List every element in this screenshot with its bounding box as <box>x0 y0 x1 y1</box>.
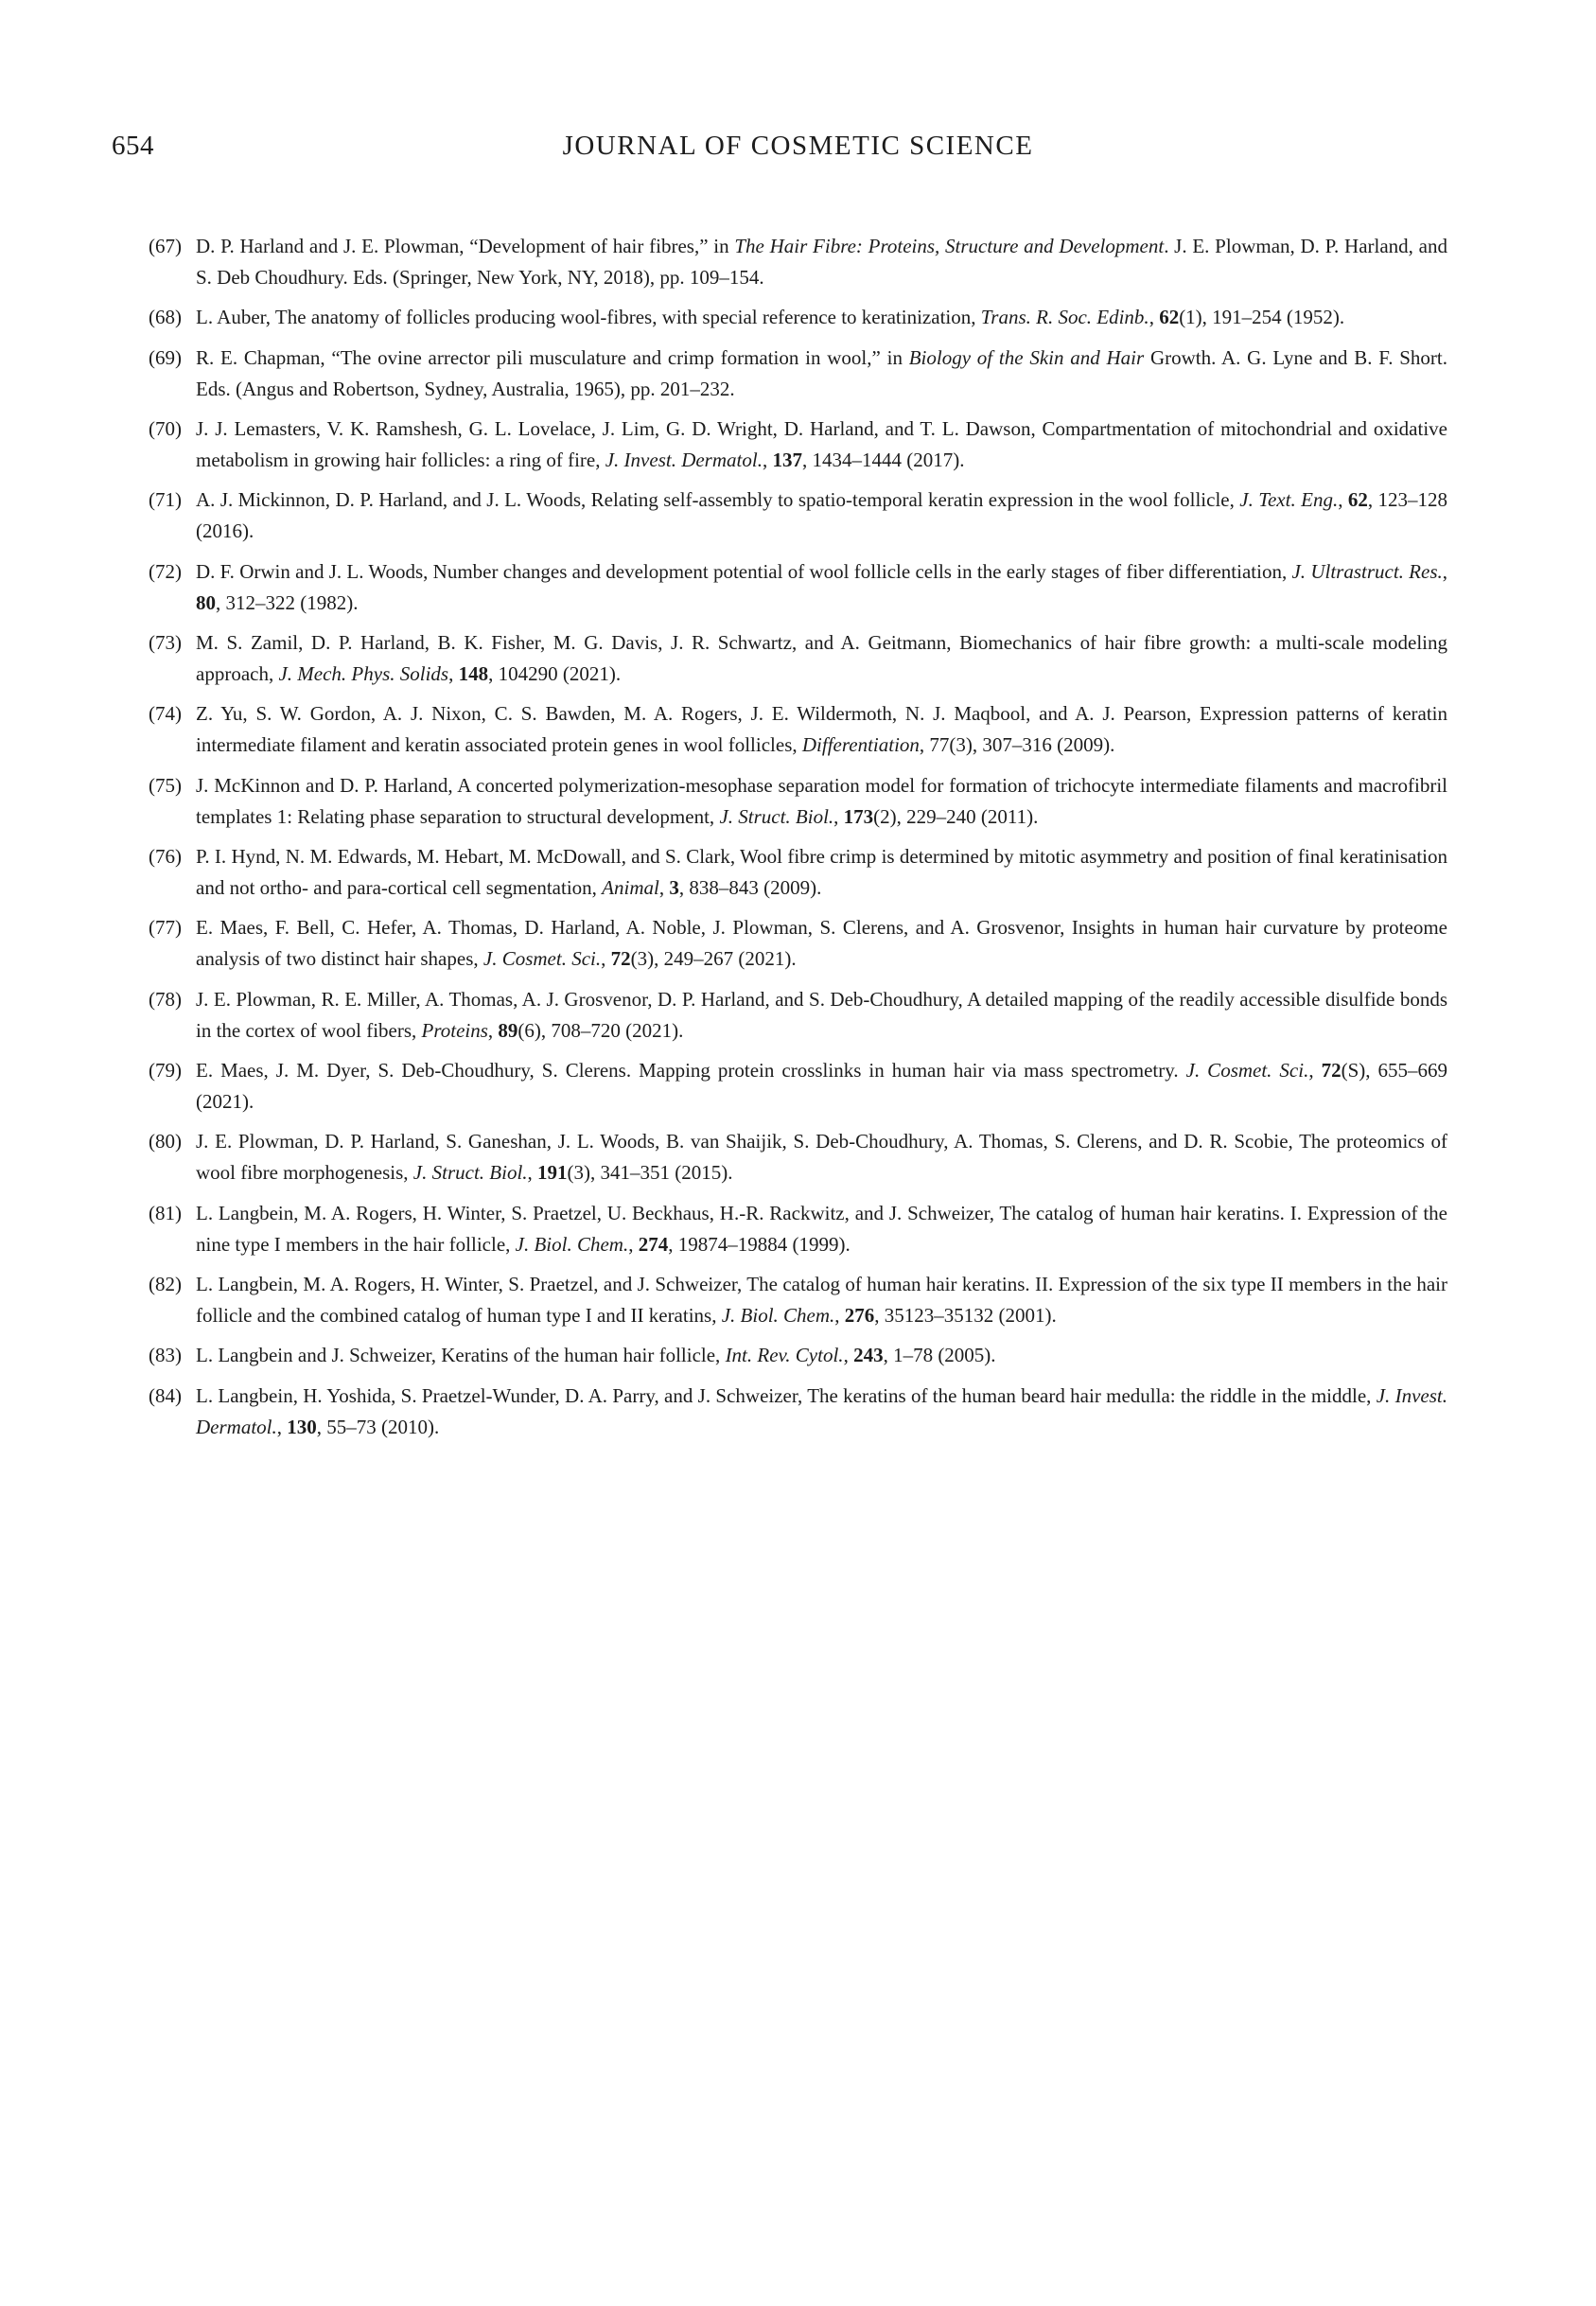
reference-number: (68) <box>149 306 182 329</box>
reference-number: (67) <box>149 235 182 257</box>
reference-text: R. E. Chapman, “The ovine arrector pili musculature and crimp formation in wool,” in Biology of the Skin and Hair Growth. A. G. Lyne and B. F. Short. Eds. (Angus and Robertson, Sydney, Australia, 1965), pp. 201–232. <box>196 345 1447 400</box>
reference-item <box>149 414 1447 476</box>
reference-number: (75) <box>149 773 182 797</box>
reference-number: (73) <box>149 630 182 654</box>
reference-item <box>149 484 1447 547</box>
reference-number: (83) <box>149 1344 182 1367</box>
reference-text: Z. Yu, S. W. Gordon, A. J. Nixon, C. S. Bawden, M. A. Rogers, J. E. Wildermoth, N. J. Maqbool, and A. J. Pearson, Expression patterns of keratin intermediate filament and keratin associated protein genes in wool follicles, Differentiation, 77(3), 307–316 (2009). <box>196 702 1447 757</box>
reference-number: (79) <box>149 1058 182 1082</box>
reference-number: (82) <box>149 1272 182 1295</box>
reference-text: J. E. Plowman, D. P. Harland, S. Ganeshan, J. L. Woods, B. van Shaijik, S. Deb-Choudhury, A. Thomas, S. Clerens, and D. R. Scobie, The proteomics of wool fibre morphogenesis, J. Struct. Biol., 191(3), 341–351 (2015). <box>196 1130 1447 1185</box>
reference-text: L. Auber, The anatomy of follicles producing wool-fibres, with special reference to keratinization, Trans. R. Soc. Edinb., 62(1), 191–254 (1952). <box>196 306 1345 329</box>
reference-text: A. J. Mickinnon, D. P. Harland, and J. L. Woods, Relating self-assembly to spatio-temporal keratin expression in the wool follicle, J. Text. Eng., 62, 123–128 (2016). <box>196 488 1448 543</box>
reference-text: L. Langbein, M. A. Rogers, H. Winter, S. Praetzel, U. Beckhaus, H.-R. Rackwitz, and J. Schweizer, The catalog of human hair keratins. I. Expression of the nine type I members in the hair follicle, J. Biol. Chem., 274, 19874–19884 (1999). <box>196 1201 1447 1256</box>
reference-item <box>149 1126 1447 1188</box>
reference-item <box>149 984 1447 1047</box>
reference-text: L. Langbein, M. A. Rogers, H. Winter, S. Praetzel, and J. Schweizer, The catalog of human hair keratins. II. Expression of the six type II members in the hair follicle and the combined catalog of human type I and II keratins, J. Biol. Chem., 276, 35123–35132 (2001). <box>196 1272 1447 1328</box>
reference-number: (77) <box>149 916 182 940</box>
reference-item <box>149 912 1447 975</box>
reference-text: D. F. Orwin and J. L. Woods, Number changes and development potential of wool follicle cells in the early stages of fiber differentiation, J. Ultrastruct. Res., 80, 312–322 (1982). <box>196 559 1447 614</box>
reference-number: (70) <box>149 416 182 440</box>
reference-item <box>149 841 1447 904</box>
page-number: 654 <box>112 131 154 161</box>
reference-text: E. Maes, J. M. Dyer, S. Deb-Choudhury, S. Clerens. Mapping protein crosslinks in human hair via mass spectrometry. J. Cosmet. Sci., 72(S), 655–669 (2021). <box>196 1058 1448 1114</box>
reference-text: J. J. Lemasters, V. K. Ramshesh, G. L. Lovelace, J. Lim, G. D. Wright, D. Harland, and T. L. Dawson, Compartmentation of mitochondrial and oxidative metabolism in growing hair follicles: a ring of fire, J. Invest. Dermatol., 137, 1434–1444 (2017). <box>196 416 1447 472</box>
reference-number: (84) <box>149 1383 182 1407</box>
reference-text: M. S. Zamil, D. P. Harland, B. K. Fisher, M. G. Davis, J. R. Schwartz, and A. Geitmann, Biomechanics of hair fibre growth: a multi-scale modeling approach, J. Mech. Phys. Solids, 148, 104290 (2021). <box>196 630 1447 686</box>
reference-number: (72) <box>149 559 182 583</box>
reference-item <box>149 627 1447 690</box>
reference-text: J. McKinnon and D. P. Harland, A concerted polymerization-mesophase separation model for formation of trichocyte intermediate filaments and macrofibril templates 1: Relating phase separation to structural development, J. Struct. Biol., 173(2), 229–240 (2011). <box>196 773 1447 828</box>
reference-list <box>149 231 1447 1443</box>
reference-item <box>149 770 1447 833</box>
reference-item <box>149 343 1447 405</box>
reference-number: (71) <box>149 488 182 512</box>
reference-text: E. Maes, F. Bell, C. Hefer, A. Thomas, D. Harland, A. Noble, J. Plowman, S. Clerens, and A. Grosvenor, Insights in human hair curvature by proteome analysis of two distinct hair shapes, J. Cosmet. Sci., 72(3), 249–267 (2021). <box>196 916 1447 971</box>
reference-item <box>149 556 1447 619</box>
reference-text: J. E. Plowman, R. E. Miller, A. Thomas, A. J. Grosvenor, D. P. Harland, and S. Deb-Choudhury, A detailed mapping of the readily accessible disulfide bonds in the cortex of wool fibers, Proteins, 89(6), 708–720 (2021). <box>196 987 1447 1042</box>
reference-item <box>149 698 1447 761</box>
reference-number: (78) <box>149 987 182 1011</box>
reference-text: L. Langbein and J. Schweizer, Keratins of the human hair follicle, Int. Rev. Cytol., 243, 1–78 (2005). <box>196 1344 996 1367</box>
reference-text: L. Langbein, H. Yoshida, S. Praetzel-Wunder, D. A. Parry, and J. Schweizer, The keratins of the human beard hair medulla: the riddle in the middle, J. Invest. Dermatol., 130, 55–73 (2010). <box>196 1383 1447 1438</box>
page-header <box>112 131 1447 172</box>
journal-title: JOURNAL OF COSMETIC SCIENCE <box>562 131 1034 161</box>
reference-number: (74) <box>149 702 182 726</box>
reference-text: P. I. Hynd, N. M. Edwards, M. Hebart, M. McDowall, and S. Clark, Wool fibre crimp is determined by mitotic asymmetry and position of final keratinisation and not ortho- and para-cortical cell segmentation, Animal, 3, 838–843 (2009). <box>196 844 1447 900</box>
reference-number: (76) <box>149 844 182 868</box>
reference-item <box>149 1198 1447 1260</box>
reference-number: (80) <box>149 1130 182 1153</box>
reference-item <box>149 1381 1447 1443</box>
reference-number: (69) <box>149 345 182 369</box>
reference-number: (81) <box>149 1201 182 1224</box>
reference-item <box>149 1340 1447 1371</box>
reference-item <box>149 1269 1447 1331</box>
reference-item <box>149 1055 1447 1118</box>
reference-text: D. P. Harland and J. E. Plowman, “Development of hair fibres,” in The Hair Fibre: Proteins, Structure and Development. J. E. Plowman, D. P. Harland, and S. Deb Choudhury. Eds. (Springer, New York, NY, 2018), pp. 109–154. <box>196 235 1447 290</box>
reference-item <box>149 302 1447 333</box>
reference-item <box>149 231 1447 293</box>
